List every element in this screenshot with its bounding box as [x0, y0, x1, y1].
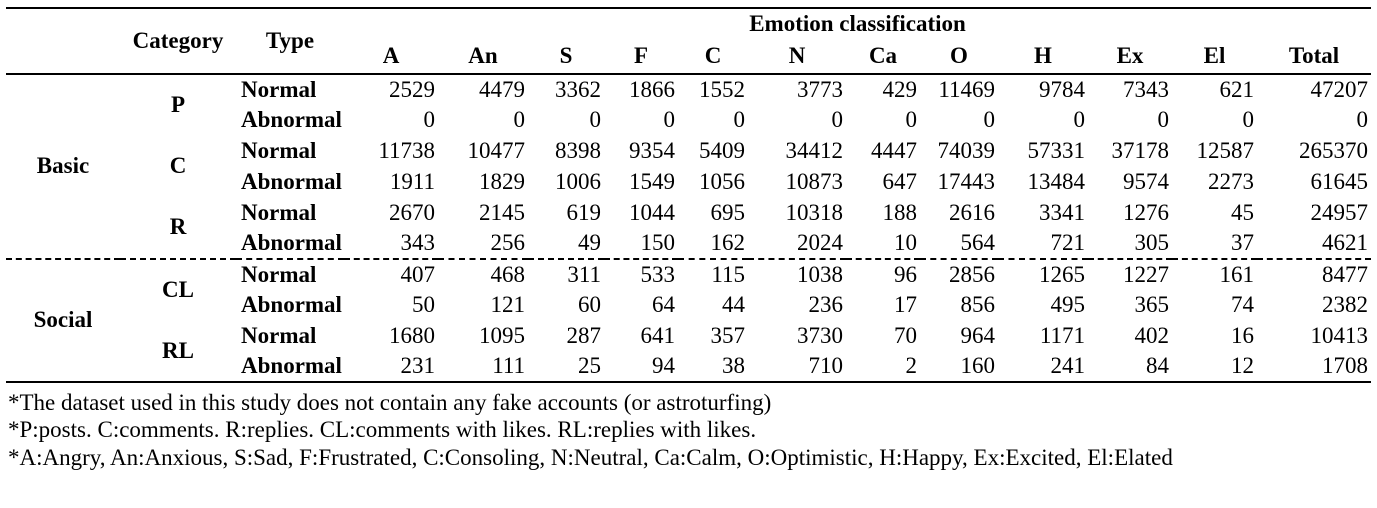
- value-cell: 57331: [1027, 137, 1085, 163]
- value-cell: 17: [894, 291, 917, 317]
- type-cell: Normal: [241, 137, 317, 163]
- value-cell: 468: [438, 259, 528, 290]
- value-cell: 3730: [797, 322, 843, 348]
- value-cell: 2670: [389, 199, 435, 225]
- value-cell: 1549: [629, 168, 675, 194]
- value-cell: 964: [960, 322, 995, 348]
- col-header-ca: Ca: [846, 38, 920, 74]
- col-header-ex: Ex: [1088, 38, 1172, 74]
- type-cell: Normal: [241, 199, 317, 225]
- value-cell: 12587: [1196, 137, 1254, 163]
- value-cell: 647: [882, 168, 917, 194]
- value-cell: 0: [733, 107, 745, 133]
- col-header-c: C: [678, 38, 748, 74]
- value-cell: 533: [604, 259, 678, 290]
- value-cell: 10: [894, 229, 917, 255]
- value-cell: 60: [578, 291, 601, 317]
- value-cell: 2856: [920, 259, 998, 290]
- value-cell: 8477: [1257, 259, 1371, 290]
- value-cell: 0: [423, 107, 435, 133]
- col-header-total: Total: [1257, 38, 1371, 74]
- value-cell: 287: [566, 322, 601, 348]
- value-cell: 84: [1146, 353, 1169, 379]
- type-cell: Normal: [236, 259, 344, 290]
- value-cell: 34412: [785, 137, 843, 163]
- value-cell: 50: [412, 291, 435, 317]
- value-cell: 12: [1231, 353, 1254, 379]
- value-cell: 10413: [1310, 322, 1369, 348]
- col-group-header-emotion-classification: Emotion classification: [749, 10, 966, 36]
- value-cell: 1056: [699, 168, 745, 194]
- value-cell: 0: [1157, 107, 1169, 133]
- value-cell: 45: [1231, 199, 1254, 225]
- type-cell: Abnormal: [241, 353, 342, 379]
- value-cell: 111: [492, 353, 525, 379]
- value-cell: 3341: [1039, 199, 1085, 225]
- value-cell: 9574: [1123, 168, 1169, 194]
- value-cell: 2382: [1322, 291, 1369, 317]
- value-cell: 402: [1134, 322, 1169, 348]
- value-cell: 2024: [797, 229, 843, 255]
- value-cell: 365: [1134, 291, 1169, 317]
- value-cell: 94: [652, 353, 675, 379]
- value-cell: 1552: [699, 76, 745, 102]
- table-row: [6, 320, 1371, 351]
- col-header-o: O: [920, 38, 998, 74]
- col-header-an: An: [438, 38, 528, 74]
- value-cell: 70: [894, 322, 917, 348]
- value-cell: 1044: [629, 199, 675, 225]
- col-header-el: El: [1172, 38, 1257, 74]
- value-cell: 61645: [1310, 168, 1369, 194]
- value-cell: 11469: [938, 76, 995, 102]
- value-cell: 47207: [1310, 76, 1369, 102]
- value-cell: 10873: [785, 168, 843, 194]
- value-cell: 150: [640, 229, 675, 255]
- value-cell: 37178: [1111, 137, 1169, 163]
- value-cell: 0: [831, 107, 843, 133]
- value-cell: 710: [808, 353, 843, 379]
- value-cell: 0: [1242, 107, 1254, 133]
- value-cell: 7343: [1123, 76, 1169, 102]
- value-cell: 162: [710, 229, 745, 255]
- value-cell: 305: [1134, 229, 1169, 255]
- value-cell: 4621: [1322, 229, 1369, 255]
- value-cell: 641: [640, 322, 675, 348]
- value-cell: 4479: [479, 76, 525, 102]
- value-cell: 721: [1050, 229, 1085, 255]
- value-cell: 1708: [1322, 353, 1369, 379]
- value-cell: 10477: [467, 137, 525, 163]
- value-cell: 10318: [785, 199, 843, 225]
- value-cell: 0: [513, 107, 525, 133]
- category-label-r: R: [169, 214, 187, 240]
- table-row: [6, 136, 1371, 167]
- emotion-classification-table: [6, 7, 1371, 383]
- value-cell: 619: [566, 199, 601, 225]
- value-cell: 1866: [629, 76, 675, 102]
- value-cell: 695: [710, 199, 745, 225]
- corner-cell: [6, 8, 120, 74]
- type-cell: Abnormal: [241, 107, 342, 133]
- value-cell: 121: [490, 291, 525, 317]
- value-cell: 1680: [389, 322, 435, 348]
- value-cell: 429: [882, 76, 917, 102]
- value-cell: 357: [710, 322, 745, 348]
- value-cell: 115: [678, 259, 748, 290]
- value-cell: 265370: [1299, 137, 1369, 163]
- category-label-p: P: [170, 92, 186, 118]
- value-cell: 38: [722, 353, 745, 379]
- value-cell: 1265: [998, 259, 1088, 290]
- type-cell: Abnormal: [241, 168, 342, 194]
- col-header-category: Category: [120, 8, 236, 74]
- category-label-c: C: [169, 153, 187, 179]
- value-cell: 1911: [389, 168, 435, 194]
- value-cell: 311: [528, 259, 604, 290]
- value-cell: 256: [490, 229, 525, 255]
- value-cell: 17443: [937, 168, 995, 194]
- value-cell: 241: [1050, 353, 1085, 379]
- value-cell: 3773: [797, 76, 843, 102]
- value-cell: 0: [589, 107, 601, 133]
- value-cell: 621: [1219, 76, 1254, 102]
- col-header-type: Type: [236, 8, 344, 74]
- value-cell: 13484: [1027, 168, 1085, 194]
- table-row: [6, 74, 1371, 105]
- value-cell: 160: [960, 353, 995, 379]
- value-cell: 856: [960, 291, 995, 317]
- footnote-dataset: *The dataset used in this study does not contain any fake accounts (or astroturfing): [8, 389, 772, 415]
- category-label-rl: RL: [162, 337, 194, 363]
- value-cell: 231: [400, 353, 435, 379]
- value-cell: 564: [960, 229, 995, 255]
- footnotes: [8, 389, 1371, 472]
- value-cell: 25: [578, 353, 601, 379]
- value-cell: 1276: [1123, 199, 1169, 225]
- value-cell: 74: [1231, 291, 1254, 317]
- value-cell: 96: [846, 259, 920, 290]
- value-cell: 3362: [555, 76, 601, 102]
- value-cell: 188: [882, 199, 917, 225]
- value-cell: 236: [808, 291, 843, 317]
- type-cell: Normal: [241, 322, 317, 348]
- type-cell: Abnormal: [241, 229, 342, 255]
- col-header-h: H: [998, 38, 1088, 74]
- value-cell: 37: [1231, 229, 1254, 255]
- value-cell: 0: [1073, 107, 1085, 133]
- value-cell: 1171: [1039, 322, 1085, 348]
- value-cell: 1006: [555, 168, 601, 194]
- value-cell: 1227: [1088, 259, 1172, 290]
- value-cell: 161: [1172, 259, 1257, 290]
- type-cell: Normal: [241, 76, 317, 102]
- value-cell: 1829: [479, 168, 525, 194]
- value-cell: 4447: [871, 137, 917, 163]
- value-cell: 64: [652, 291, 675, 317]
- value-cell: 0: [905, 107, 917, 133]
- table-row: [6, 259, 1371, 290]
- value-cell: 2: [905, 353, 917, 379]
- value-cell: 2145: [479, 199, 525, 225]
- col-header-n: N: [748, 38, 846, 74]
- value-cell: 495: [1050, 291, 1085, 317]
- col-header-s: S: [528, 38, 604, 74]
- value-cell: 0: [663, 107, 675, 133]
- value-cell: 2529: [389, 76, 435, 102]
- value-cell: 2273: [1208, 168, 1254, 194]
- value-cell: 343: [400, 229, 435, 255]
- value-cell: 16: [1231, 322, 1254, 348]
- value-cell: 24957: [1310, 199, 1369, 225]
- value-cell: 5409: [699, 137, 745, 163]
- col-header-a: A: [344, 38, 438, 74]
- value-cell: 9354: [629, 137, 675, 163]
- value-cell: 8398: [555, 137, 601, 163]
- footnote-category-abbreviations: *P:posts. C:comments. R:replies. CL:comments with likes. RL:replies with likes.: [8, 417, 757, 443]
- group-label-social: Social: [6, 259, 120, 382]
- category-label-cl: CL: [120, 259, 236, 321]
- value-cell: 1038: [748, 259, 846, 290]
- group-label-basic: Basic: [36, 153, 90, 179]
- value-cell: 9784: [1039, 76, 1085, 102]
- value-cell: 0: [983, 107, 995, 133]
- value-cell: 74039: [937, 137, 995, 163]
- type-cell: Abnormal: [241, 291, 342, 317]
- value-cell: 407: [344, 259, 438, 290]
- value-cell: 44: [722, 291, 745, 317]
- table-row: [6, 197, 1371, 228]
- footnote-emotion-abbreviations: *A:Angry, An:Anxious, S:Sad, F:Frustrated, C:Consoling, N:Neutral, Ca:Calm, O:Optimistic, H:Happy, Ex:Excited, El:Elated: [8, 444, 1173, 470]
- col-header-f: F: [604, 38, 678, 74]
- value-cell: 49: [578, 229, 601, 255]
- value-cell: 2616: [949, 199, 995, 225]
- value-cell: 11738: [378, 137, 435, 163]
- value-cell: 1095: [479, 322, 525, 348]
- value-cell: 0: [1356, 107, 1369, 133]
